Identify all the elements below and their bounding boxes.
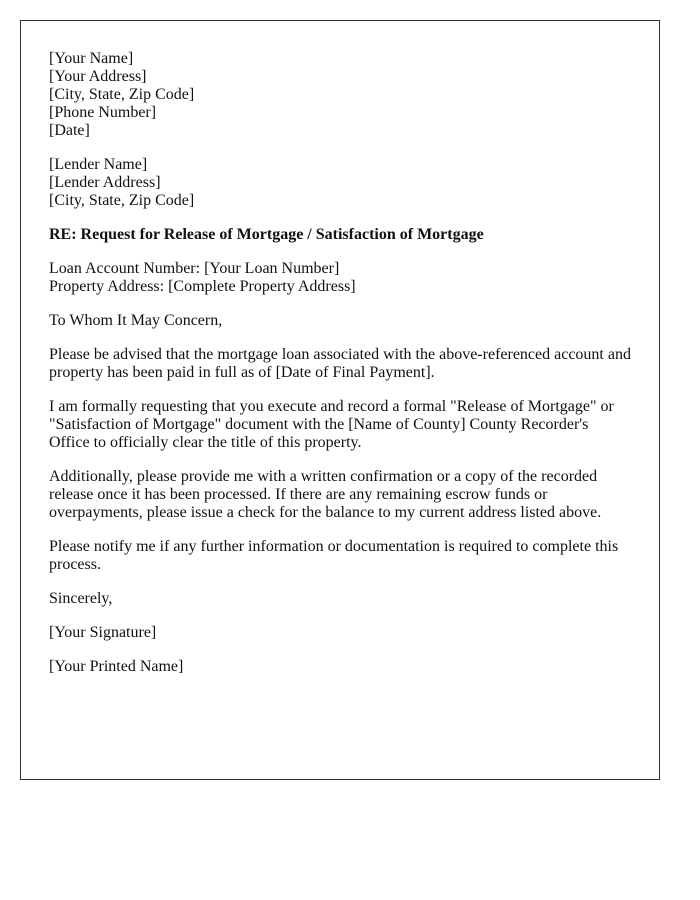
recipient-name: [Lender Name] [49, 156, 148, 173]
sender-city-state-zip: [City, State, Zip Code] [49, 86, 195, 103]
recipient-city-state-zip: [City, State, Zip Code] [49, 192, 195, 209]
letter-date: [Date] [49, 122, 90, 139]
sender-address: [Your Address] [49, 68, 147, 85]
recipient-address: [Lender Address] [49, 174, 161, 191]
sender-phone: [Phone Number] [49, 104, 157, 121]
body-paragraph-2: I am formally requesting that you execute and record a formal "Release of Mortgage" or "Satisfaction of Mortgage" document with the [Name of County] County Recorder's Office to officially clear the title of this property. [49, 398, 614, 451]
sender-name: [Your Name] [49, 50, 134, 67]
salutation: To Whom It May Concern, [49, 312, 223, 329]
signature: [Your Signature] [49, 624, 157, 641]
letter-page [20, 20, 660, 780]
loan-account-number: Loan Account Number: [Your Loan Number] [49, 260, 340, 277]
property-address: Property Address: [Complete Property Address] [49, 278, 356, 295]
body-paragraph-1: Please be advised that the mortgage loan associated with the above-referenced account and property has been paid in full as of [Date of Final Payment]. [49, 346, 631, 381]
printed-name: [Your Printed Name] [49, 658, 184, 675]
closing: Sincerely, [49, 590, 113, 607]
body-paragraph-3: Additionally, please provide me with a written confirmation or a copy of the recorded release once it has been processed. If there are any remaining escrow funds or overpayments, please issue a check for the balance to my current address listed above. [49, 468, 602, 521]
sender-block [49, 50, 631, 140]
reference-block [49, 260, 631, 296]
subject-line: RE: Request for Release of Mortgage / Satisfaction of Mortgage [49, 226, 484, 243]
recipient-block [49, 156, 631, 210]
body-paragraph-4: Please notify me if any further information or documentation is required to complete this process. [49, 538, 619, 573]
